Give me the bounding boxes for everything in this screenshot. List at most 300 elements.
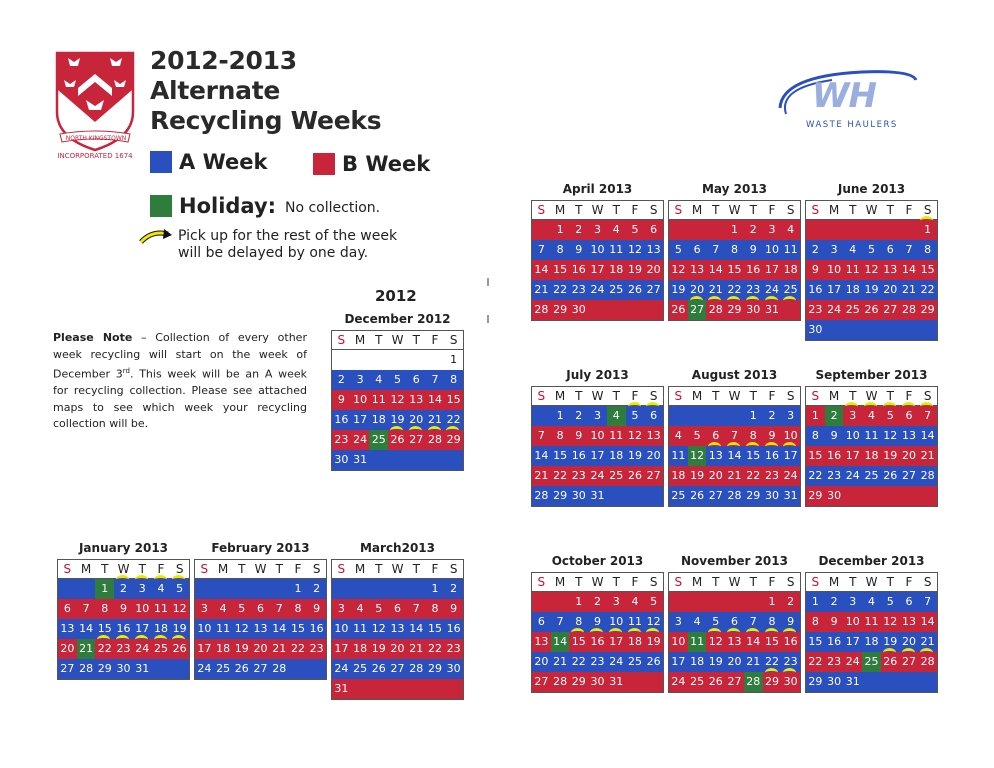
calendar-grid <box>668 572 801 693</box>
a-week-label: A Week <box>179 150 268 174</box>
week-row <box>806 426 937 446</box>
day-cell: 25 <box>627 655 642 668</box>
day-cell: 18 <box>353 642 368 655</box>
day-cell: 7 <box>731 429 739 442</box>
empty-day-cell <box>881 672 900 692</box>
day-cell: 24 <box>590 469 605 482</box>
day-cell: 21 <box>427 413 442 426</box>
empty-day-cell <box>644 486 663 506</box>
day-cell: 19 <box>627 263 642 276</box>
weekday-label: T <box>101 562 109 576</box>
week-row <box>806 320 937 340</box>
day-cell: 19 <box>690 469 705 482</box>
day-cell: 18 <box>690 655 705 668</box>
day-cell: 10 <box>671 635 686 648</box>
empty-day-cell <box>744 592 763 612</box>
day-cell: 18 <box>153 622 168 635</box>
day-cell: 29 <box>725 300 744 320</box>
day-cell: 21 <box>901 283 916 296</box>
week-row <box>532 280 663 300</box>
day-cell: 23 <box>309 642 324 655</box>
week-row <box>332 679 463 699</box>
empty-day-cell <box>307 659 326 679</box>
weekday-label: S <box>63 562 72 576</box>
weekday-label: S <box>537 203 546 217</box>
weekday-header <box>532 201 663 220</box>
day-cell: 11 <box>371 393 386 406</box>
calendar-grid <box>531 200 664 321</box>
calendar-title: December 2012 <box>344 312 451 326</box>
title-line-3: Recycling Weeks <box>150 106 382 135</box>
weekday-label: F <box>768 203 776 217</box>
day-cell: 24 <box>764 283 779 296</box>
day-cell: 23 <box>590 655 605 668</box>
week-row <box>806 612 937 632</box>
day-cell: 21 <box>727 469 742 482</box>
day-cell: 1 <box>811 595 819 608</box>
delay-arrow-icon <box>138 226 174 248</box>
calendar-grid <box>331 330 464 471</box>
weekday-label: W <box>865 389 878 403</box>
day-cell: 12 <box>864 263 879 276</box>
empty-day-cell <box>688 592 707 612</box>
day-cell: 21 <box>746 655 761 668</box>
day-cell: 25 <box>864 469 879 482</box>
empty-day-cell <box>426 679 445 699</box>
weekday-label: M <box>80 562 92 576</box>
day-cell: 24 <box>845 655 860 668</box>
weekday-label: T <box>749 389 757 403</box>
empty-day-cell <box>843 220 862 240</box>
day-cell: 19 <box>644 632 663 652</box>
day-cell: 3 <box>787 409 795 422</box>
day-cell: 22 <box>290 642 305 655</box>
day-cell: 8 <box>431 602 439 615</box>
day-cell: 17 <box>607 632 626 652</box>
day-cell: 20 <box>253 642 268 655</box>
week-row <box>806 220 937 240</box>
empty-day-cell <box>626 672 645 692</box>
weekday-label: F <box>905 203 913 217</box>
weekday-label: T <box>849 203 857 217</box>
weekday-label: F <box>905 575 913 589</box>
day-cell: 17 <box>845 635 860 648</box>
weekday-label: M <box>828 389 840 403</box>
week-row <box>806 300 937 320</box>
day-cell: 16 <box>334 413 349 426</box>
day-cell: 9 <box>749 243 757 256</box>
day-cell: 25 <box>690 675 705 688</box>
day-cell: 15 <box>427 622 442 635</box>
empty-day-cell <box>862 220 881 240</box>
calendar-title: October 2013 <box>551 554 644 568</box>
calendar-title: June 2013 <box>837 182 906 196</box>
day-cell: 22 <box>808 655 823 668</box>
day-cell: 5 <box>394 373 402 386</box>
day-cell: 2 <box>575 223 583 236</box>
empty-day-cell <box>669 220 688 240</box>
day-cell: 23 <box>827 469 842 482</box>
weekday-label: S <box>923 203 932 217</box>
weekday-label: S <box>200 562 209 576</box>
empty-day-cell <box>900 320 919 340</box>
day-cell: 18 <box>845 283 860 296</box>
day-cell: 27 <box>646 283 661 296</box>
empty-day-cell <box>607 300 626 320</box>
day-cell: 2 <box>594 595 602 608</box>
empty-day-cell <box>77 579 96 599</box>
empty-day-cell <box>644 672 663 692</box>
calendar-grid <box>805 572 938 693</box>
day-cell: 31 <box>609 675 624 688</box>
please-note <box>53 330 307 433</box>
day-cell: 28 <box>272 662 287 675</box>
day-cell: 26 <box>881 652 900 672</box>
day-cell: 5 <box>626 406 645 426</box>
empty-day-cell <box>251 579 270 599</box>
weekday-header <box>532 387 663 406</box>
day-cell: 17 <box>827 283 842 296</box>
empty-day-cell <box>270 579 289 599</box>
day-cell: 6 <box>650 223 658 236</box>
empty-day-cell <box>918 486 937 506</box>
week-row <box>669 466 800 486</box>
a-week-swatch <box>150 151 172 173</box>
day-cell: 25 <box>609 283 624 296</box>
weekday-label: W <box>254 562 267 576</box>
title-line-1: 2012-2013 <box>150 46 297 75</box>
weekday-label: T <box>849 389 857 403</box>
day-cell: 18 <box>626 632 645 652</box>
day-cell: 12 <box>646 615 661 628</box>
weekday-header <box>332 560 463 579</box>
day-cell: 3 <box>612 595 620 608</box>
day-cell: 13 <box>409 393 424 406</box>
day-cell: 23 <box>827 655 842 668</box>
weekday-label: S <box>649 575 658 589</box>
weekday-label: S <box>537 389 546 403</box>
empty-day-cell <box>407 450 426 470</box>
calendar-title: May 2013 <box>701 182 768 196</box>
day-cell: 16 <box>571 449 586 462</box>
weekday-label: T <box>749 575 757 589</box>
empty-day-cell <box>444 450 463 470</box>
calendar-grid <box>805 200 938 341</box>
day-cell: 25 <box>369 430 388 450</box>
day-cell: 19 <box>883 635 898 648</box>
empty-day-cell <box>862 320 881 340</box>
weekday-label: T <box>612 203 620 217</box>
day-cell: 28 <box>534 489 549 502</box>
day-cell: 18 <box>783 263 798 276</box>
scan-mark <box>487 278 489 286</box>
day-cell: 1 <box>575 595 583 608</box>
day-cell: 19 <box>708 655 723 668</box>
day-cell: 15 <box>808 449 823 462</box>
day-cell: 4 <box>674 429 682 442</box>
day-cell: 26 <box>371 662 386 675</box>
note-text-a: – Collection of every other week recycling will start on the week of December 3 <box>53 331 307 381</box>
day-cell: 1 <box>450 353 458 366</box>
day-cell: 10 <box>334 622 349 635</box>
title-line-2: Alternate <box>150 76 281 105</box>
day-cell: 13 <box>646 243 661 256</box>
day-cell: 29 <box>553 489 568 502</box>
day-cell: 20 <box>708 469 723 482</box>
day-cell: 17 <box>590 263 605 276</box>
day-cell: 28 <box>426 430 445 450</box>
day-cell: 11 <box>353 622 368 635</box>
weekday-header <box>669 201 800 220</box>
day-cell: 27 <box>253 662 268 675</box>
day-cell: 30 <box>827 489 842 502</box>
day-cell: 19 <box>671 283 686 296</box>
week-row <box>669 240 800 260</box>
week-row <box>532 220 663 240</box>
b-week-label: B Week <box>342 152 431 176</box>
day-cell: 6 <box>731 615 739 628</box>
day-cell: 5 <box>650 595 658 608</box>
day-cell: 5 <box>631 223 639 236</box>
day-cell: 8 <box>924 243 932 256</box>
day-cell: 30 <box>781 672 800 692</box>
day-cell: 30 <box>571 489 586 502</box>
note-sup: rd <box>122 367 130 375</box>
weekday-label: S <box>674 575 683 589</box>
day-cell: 16 <box>781 632 800 652</box>
weekday-label: M <box>354 562 366 576</box>
week-row <box>195 579 326 599</box>
empty-day-cell <box>532 406 551 426</box>
weekday-label: M <box>554 575 566 589</box>
day-cell: 26 <box>234 662 249 675</box>
day-cell: 20 <box>901 449 916 462</box>
week-row <box>669 446 800 466</box>
day-cell: 23 <box>571 283 586 296</box>
day-cell: 8 <box>556 243 564 256</box>
town-seal <box>54 50 136 162</box>
day-cell: 6 <box>644 406 663 426</box>
week-row <box>806 406 937 426</box>
weekday-label: W <box>865 203 878 217</box>
day-cell: 1 <box>749 409 757 422</box>
weekday-label: S <box>786 389 795 403</box>
scan-mark <box>487 315 489 323</box>
weekday-header <box>332 331 463 350</box>
day-cell: 12 <box>627 243 642 256</box>
day-cell: 11 <box>627 615 642 628</box>
day-cell: 2 <box>825 406 844 426</box>
day-cell: 27 <box>883 303 898 316</box>
week-row <box>532 486 663 506</box>
day-cell: 27 <box>390 662 405 675</box>
empty-day-cell <box>843 320 862 340</box>
empty-day-cell <box>881 486 900 506</box>
day-cell: 26 <box>708 675 723 688</box>
empty-day-cell <box>407 579 426 599</box>
day-cell: 20 <box>390 642 405 655</box>
weekday-label: T <box>138 562 146 576</box>
day-cell: 20 <box>883 283 898 296</box>
day-cell: 9 <box>575 429 583 442</box>
day-cell: 24 <box>609 655 624 668</box>
day-cell: 4 <box>787 223 795 236</box>
day-cell: 29 <box>808 675 823 688</box>
day-cell: 19 <box>234 642 249 655</box>
day-cell: 20 <box>727 655 742 668</box>
day-cell: 2 <box>768 409 776 422</box>
day-cell: 6 <box>693 243 701 256</box>
day-cell: 3 <box>200 602 208 615</box>
day-cell: 29 <box>97 662 112 675</box>
day-cell: 18 <box>216 642 231 655</box>
week-row <box>806 592 937 612</box>
empty-day-cell <box>725 406 744 426</box>
day-cell: 30 <box>334 453 349 466</box>
day-cell: 24 <box>783 469 798 482</box>
day-cell: 17 <box>334 642 349 655</box>
weekday-label: T <box>712 203 720 217</box>
empty-day-cell <box>688 220 707 240</box>
day-cell: 3 <box>594 223 602 236</box>
day-cell: 15 <box>97 622 112 635</box>
day-cell: 16 <box>571 263 586 276</box>
logo-name: WASTE HAULERS <box>806 120 898 130</box>
week-row <box>669 672 800 692</box>
week-row <box>332 370 463 390</box>
day-cell: 28 <box>727 489 742 502</box>
day-cell: 4 <box>607 406 626 426</box>
weekday-label: W <box>728 389 741 403</box>
day-cell: 31 <box>353 453 368 466</box>
day-cell: 14 <box>427 393 442 406</box>
day-cell: 18 <box>371 413 386 426</box>
day-cell: 25 <box>152 639 171 659</box>
day-cell: 7 <box>275 602 283 615</box>
day-cell: 25 <box>609 469 624 482</box>
weekday-label: W <box>865 575 878 589</box>
day-cell: 16 <box>588 632 607 652</box>
week-row <box>669 632 800 652</box>
calendar-grid <box>531 386 664 507</box>
empty-day-cell <box>407 679 426 699</box>
empty-day-cell <box>900 220 919 240</box>
empty-day-cell <box>214 579 233 599</box>
weekday-label: T <box>375 562 383 576</box>
empty-day-cell <box>843 486 862 506</box>
day-cell: 20 <box>534 655 549 668</box>
empty-day-cell <box>669 592 688 612</box>
day-cell: 24 <box>845 469 860 482</box>
week-row <box>332 659 463 679</box>
weekday-label: S <box>786 203 795 217</box>
empty-day-cell <box>918 320 937 340</box>
empty-day-cell <box>644 300 663 320</box>
day-cell: 11 <box>864 429 879 442</box>
weekday-label: T <box>412 333 420 347</box>
empty-day-cell <box>706 406 725 426</box>
empty-day-cell <box>688 406 707 426</box>
day-cell: 9 <box>575 243 583 256</box>
day-cell: 3 <box>768 223 776 236</box>
day-cell: 13 <box>901 615 916 628</box>
day-cell: 13 <box>883 263 898 276</box>
weekday-label: T <box>575 389 583 403</box>
weekday-label: S <box>923 389 932 403</box>
day-cell: 11 <box>688 632 707 652</box>
empty-day-cell <box>426 450 445 470</box>
day-cell: 24 <box>334 662 349 675</box>
day-cell: 14 <box>272 622 287 635</box>
day-cell: 13 <box>901 429 916 442</box>
day-cell: 24 <box>827 303 842 316</box>
week-row <box>806 632 937 652</box>
day-cell: 15 <box>446 393 461 406</box>
day-cell: 5 <box>868 243 876 256</box>
empty-day-cell <box>862 486 881 506</box>
seal-incorporated: INCORPORATED 1674 <box>57 152 133 160</box>
day-cell: 19 <box>627 449 642 462</box>
note-text-b: . This week will be an A week for recycling collection. Please see attached maps to see which week your recycling collection will be. <box>53 367 307 431</box>
day-cell: 2 <box>749 223 757 236</box>
weekday-label: W <box>117 562 130 576</box>
day-cell: 3 <box>843 406 862 426</box>
day-cell: 9 <box>120 602 128 615</box>
day-cell: 3 <box>356 373 364 386</box>
day-cell: 22 <box>764 655 779 668</box>
day-cell: 26 <box>170 639 189 659</box>
day-cell: 11 <box>671 449 686 462</box>
empty-day-cell <box>232 579 251 599</box>
empty-day-cell <box>706 220 725 240</box>
day-cell: 30 <box>764 489 779 502</box>
day-cell: 4 <box>693 615 701 628</box>
day-cell: 12 <box>883 429 898 442</box>
day-cell: 6 <box>712 429 720 442</box>
weekday-label: T <box>886 575 894 589</box>
day-cell: 6 <box>886 243 894 256</box>
day-cell: 9 <box>313 602 321 615</box>
day-cell: 14 <box>725 446 744 466</box>
empty-day-cell <box>332 579 351 599</box>
weekday-header <box>669 573 800 592</box>
calendar-title: March2013 <box>359 541 435 555</box>
weekday-label: M <box>691 575 703 589</box>
day-cell: 2 <box>313 582 321 595</box>
day-cell: 28 <box>706 300 725 320</box>
week-row <box>195 619 326 639</box>
empty-day-cell <box>806 220 825 240</box>
day-cell: 29 <box>553 303 568 316</box>
day-cell: 7 <box>537 243 545 256</box>
empty-day-cell <box>289 659 308 679</box>
weekday-label: M <box>354 333 366 347</box>
empty-day-cell <box>626 486 645 506</box>
weekday-label: S <box>811 575 820 589</box>
day-cell: 20 <box>901 635 916 648</box>
day-cell: 21 <box>920 635 935 648</box>
day-cell: 27 <box>901 469 916 482</box>
day-cell: 20 <box>409 413 424 426</box>
day-cell: 31 <box>334 682 349 695</box>
day-cell: 15 <box>808 635 823 648</box>
day-cell: 8 <box>768 615 776 628</box>
calendar-grid <box>668 386 801 507</box>
day-cell: 10 <box>609 615 624 628</box>
day-cell: 15 <box>920 263 935 276</box>
weekday-label: S <box>811 389 820 403</box>
empty-day-cell <box>388 579 407 599</box>
